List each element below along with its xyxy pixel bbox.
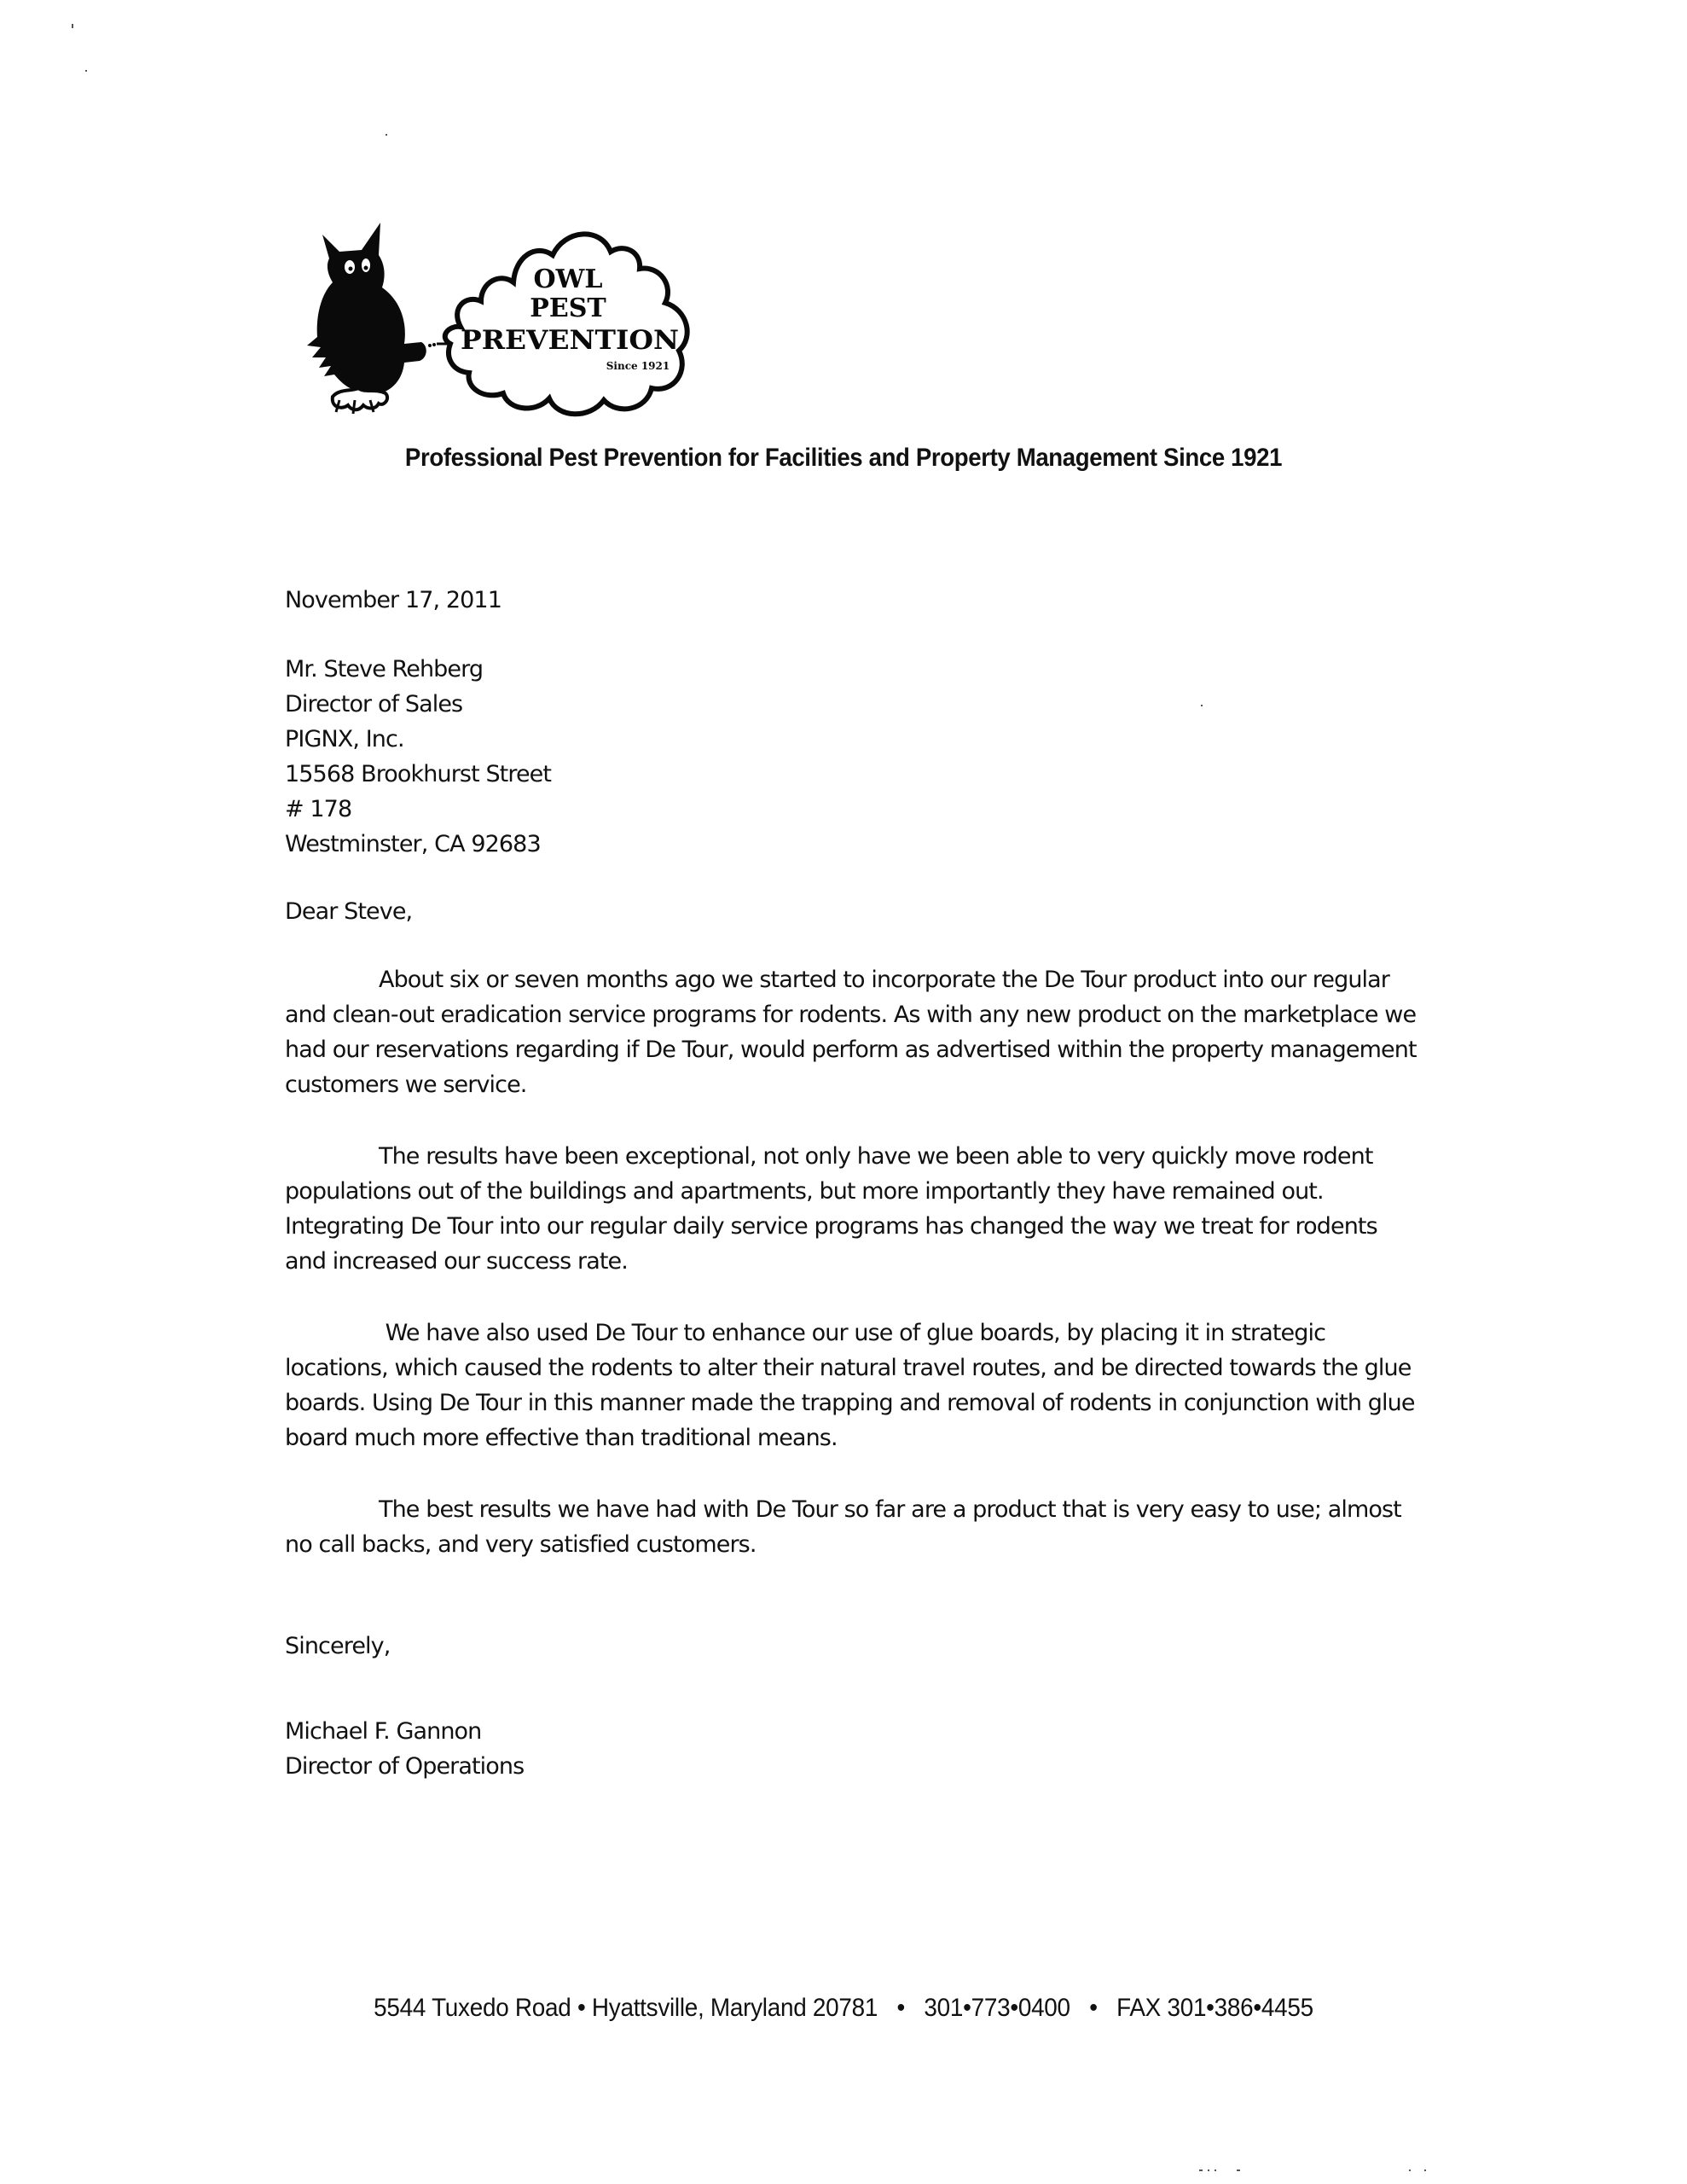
logo-text-prevention: PREVENTION (461, 325, 679, 356)
letterhead-footer-contact: 5544 Tuxedo Road • Hyattsville, Maryland 20781 • 301•773•0400 • FAX 301•386•4455 (374, 1994, 1313, 2022)
scan-artifact (386, 134, 387, 136)
paragraph-text: The best results we have had with De Tour so far are a product that is very easy to use; almost no call backs, and very satisfied customers. (285, 1496, 1401, 1558)
body-paragraph (285, 1139, 1419, 1279)
scan-artifact (85, 70, 87, 72)
paragraph-text: About six or seven months ago we started to incorporate the De Tour product into our regular and clean-out eradication service programs for rodents. As with any new product on the marketplace we had our reservations regarding if De Tour, would perform as advertised within the property management customers we service. (285, 967, 1417, 1098)
signer-name: Michael F. Gannon (285, 1718, 482, 1745)
scan-artifact (1237, 2169, 1240, 2171)
scan-artifact (1409, 2169, 1411, 2171)
scan-artifact (1215, 2169, 1216, 2171)
body-paragraph (285, 1316, 1419, 1455)
body-paragraph (285, 1492, 1419, 1562)
recipient-company: PIGNX, Inc. (285, 726, 404, 752)
recipient-address-block (285, 652, 551, 862)
recipient-name: Mr. Steve Rehberg (285, 656, 484, 682)
owl-icon (307, 223, 436, 414)
cloud-shape (437, 234, 687, 414)
signer-title: Director of Operations (285, 1753, 525, 1780)
scan-artifact (1201, 705, 1203, 706)
scan-artifact (1424, 2169, 1426, 2171)
closing: Sincerely, (285, 1633, 391, 1659)
recipient-title: Director of Sales (285, 691, 463, 717)
body-paragraph (285, 962, 1419, 1102)
logo-text-owl: OWL (533, 264, 603, 294)
company-tagline: Professional Pest Prevention for Facilities and Property Management Since 1921 (404, 444, 1283, 472)
paragraph-text: We have also used De Tour to enhance our use of glue boards, by placing it in strategic locations, which caused the rodents to alter their natural travel routes, and be directed towards the glue boards. Using De Tour in this manner made the trapping and removal of rodents in conjunction with glue board much more effective than traditional means. (285, 1320, 1415, 1451)
recipient-city-state-zip: Westminster, CA 92683 (285, 831, 541, 857)
paragraph-text: The results have been exceptional, not only have we been able to very quickly move rodent populations out of the buildings and apartments, but more importantly they have remained out. Integrating De Tour into our regular daily service programs has changed the way we treat for rodents and increased our success rate. (285, 1143, 1377, 1275)
scan-artifact (1199, 2169, 1203, 2171)
salutation: Dear Steve, (285, 898, 413, 925)
recipient-suite: # 178 (285, 796, 352, 822)
letter-date: November 17, 2011 (285, 587, 501, 613)
scan-artifact (1208, 2169, 1209, 2171)
logo-text-since: Since 1921 (606, 360, 670, 372)
signature-block (285, 1714, 524, 1784)
recipient-street: 15568 Brookhurst Street (285, 761, 552, 787)
scan-artifact (72, 24, 73, 28)
company-logo (280, 218, 791, 422)
logo-text-pest: PEST (530, 293, 606, 323)
